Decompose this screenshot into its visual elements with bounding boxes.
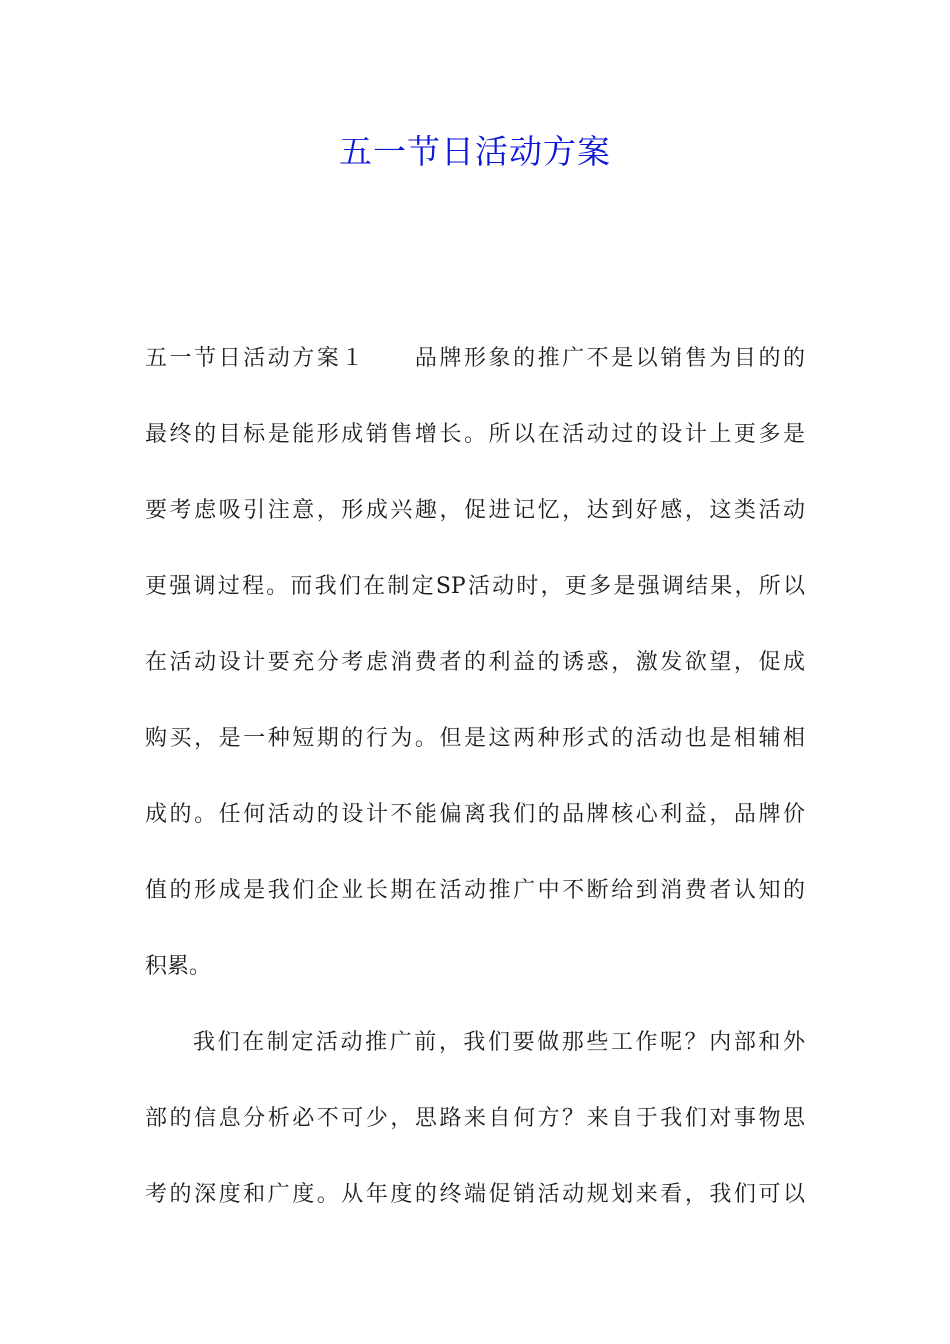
body-line: 要考虑吸引注意，形成兴趣，促进记忆，达到好感，这类活动 (145, 498, 805, 523)
body-line: 积累。 (145, 954, 212, 979)
body-line: 成的。任何活动的设计不能偏离我们的品牌核心利益，品牌价 (145, 802, 805, 827)
body-line: 值的形成是我们企业长期在活动推广中不断给到消费者认知的 (145, 878, 805, 903)
document-title: 五一节日活动方案 (339, 132, 611, 171)
body-line: 五一节日活动方案１ 品牌形象的推广不是以销售为目的的 (145, 346, 805, 371)
body-line: 更强调过程。而我们在制定SP活动时，更多是强调结果，所以 (145, 574, 805, 599)
body-line: 考的深度和广度。从年度的终端促销活动规划来看，我们可以 (145, 1182, 805, 1207)
body-line: 部的信息分析必不可少，思路来自何方？来自于我们对事物思 (145, 1106, 805, 1131)
body-line: 我们在制定活动推广前，我们要做那些工作呢？内部和外 (193, 1030, 805, 1055)
body-line: 购买，是一种短期的行为。但是这两种形式的活动也是相辅相 (145, 726, 805, 751)
body-line: 在活动设计要充分考虑消费者的利益的诱惑，激发欲望，促成 (145, 650, 805, 675)
body-line: 最终的目标是能形成销售增长。所以在活动过的设计上更多是 (145, 422, 805, 447)
document-body (145, 340, 805, 1252)
